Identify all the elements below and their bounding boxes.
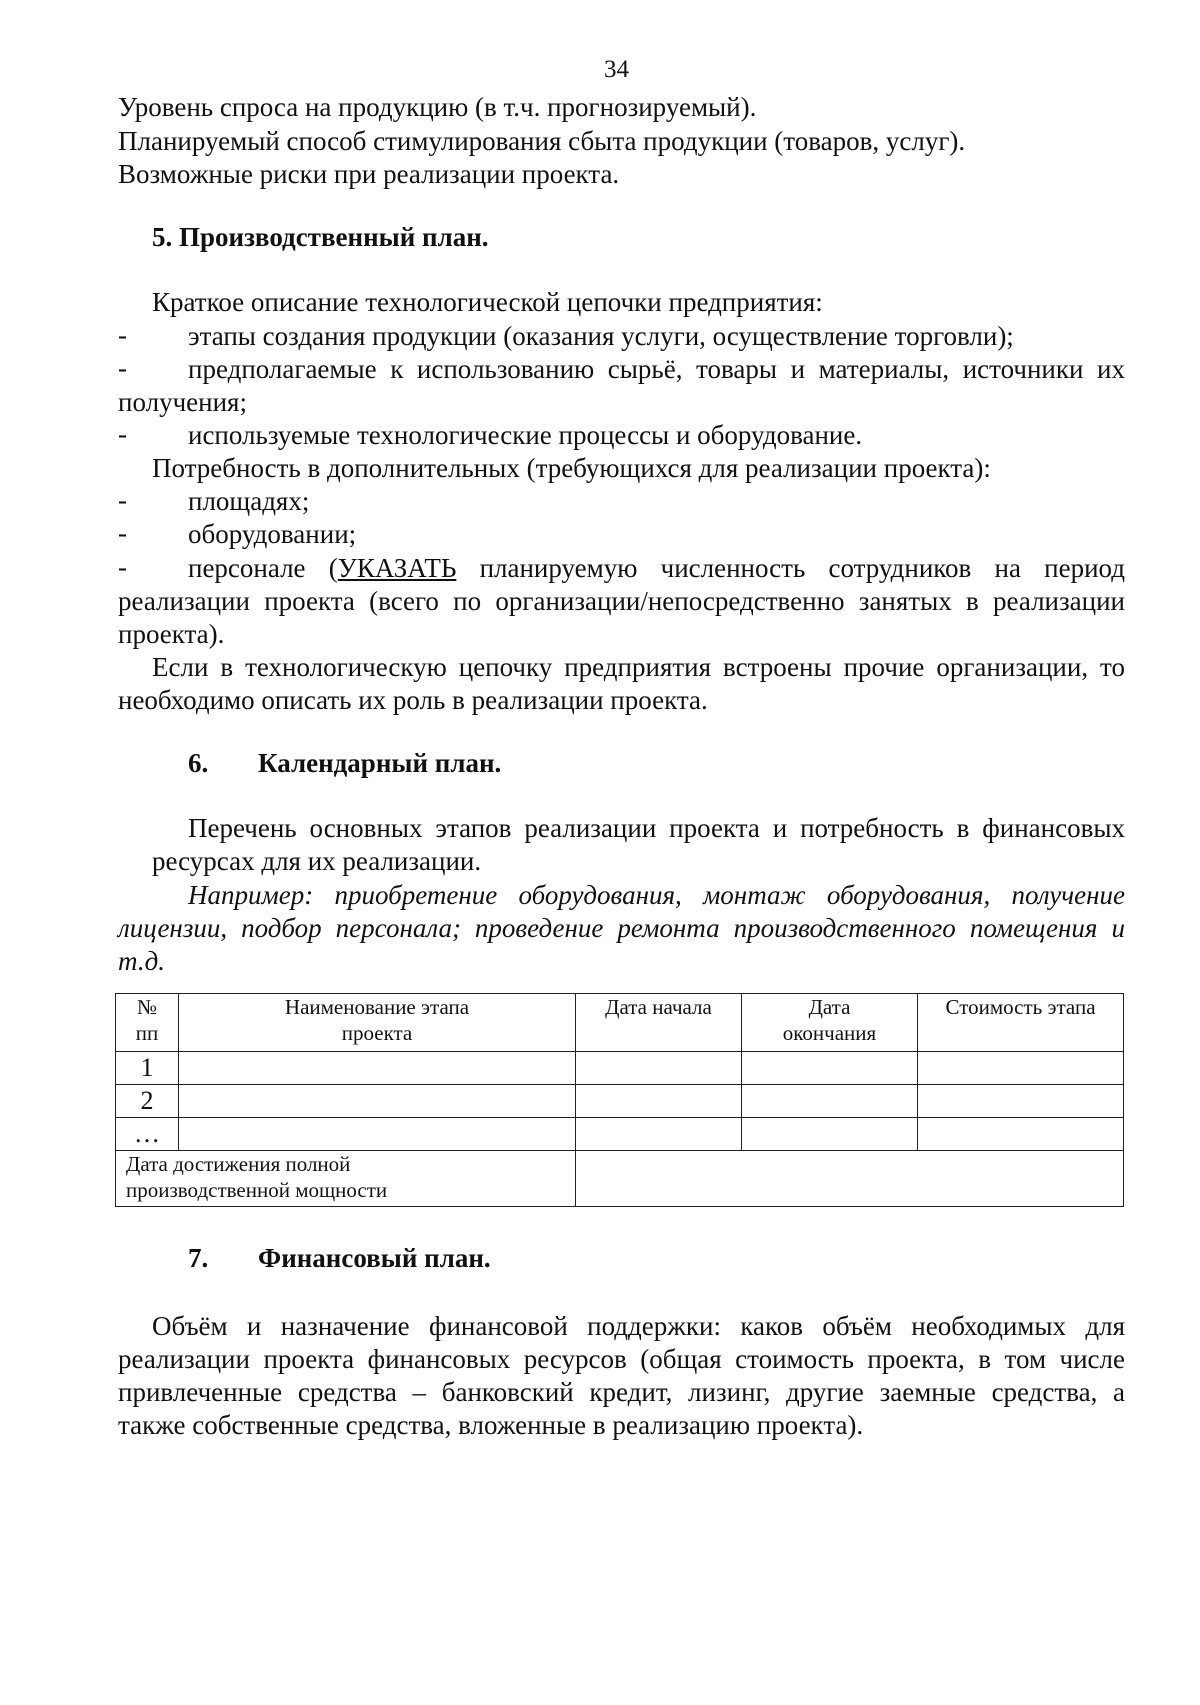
header-number: № пп — [116, 994, 179, 1052]
section-7-title: Финансовый план. — [258, 1243, 491, 1273]
cell-start-date[interactable] — [576, 1118, 742, 1151]
bullet-dash: - — [118, 485, 127, 515]
section-7-line-3: привлеченные средства – банковский кредит, лизинг, другие заемные средства, а — [118, 1377, 1125, 1407]
need-staff-line-1 — [188, 552, 1125, 584]
table-row — [116, 1052, 1124, 1085]
header-end-date: Дата окончания — [742, 994, 918, 1052]
cell-stage-name[interactable] — [179, 1118, 576, 1151]
need-staff-pre: персонале ( — [188, 553, 338, 583]
section-5-note-line-2: необходимо описать их роль в реализации проекта. — [118, 685, 708, 715]
example-line-2: лицензии, подбор персонала; проведение ремонта производственного помещения и — [118, 913, 1125, 943]
bullet-dash: - — [118, 419, 127, 449]
cell-stage-cost[interactable] — [918, 1118, 1124, 1151]
header-stage-cost: Стоимость этапа — [918, 994, 1124, 1052]
need-staff-line-2: реализации проекта (всего по организации/непосредственно занятых в реализации — [118, 586, 1125, 616]
cell-stage-name[interactable] — [179, 1085, 576, 1118]
footer-value[interactable] — [576, 1151, 1124, 1207]
row-number: … — [116, 1118, 179, 1151]
section-5-lead: Краткое описание технологической цепочки предприятия: — [152, 287, 823, 317]
bullet-dash: - — [118, 320, 127, 350]
section-7-number: 7. — [188, 1243, 209, 1273]
section-5-number: 5. — [152, 222, 173, 252]
bullet-dash: - — [118, 552, 127, 582]
row-number: 1 — [116, 1052, 179, 1085]
cell-stage-cost[interactable] — [918, 1052, 1124, 1085]
section-6-lead-line-1: Перечень основных этапов реализации проекта и потребность в финансовых — [188, 813, 1125, 843]
intro-line-3: Возможные риски при реализации проекта. — [118, 159, 620, 189]
table-header-row — [116, 994, 1124, 1052]
table-footer-row — [116, 1151, 1124, 1207]
table-row — [116, 1085, 1124, 1118]
specify-marker: УКАЗАТЬ — [337, 553, 457, 583]
calendar-plan-table — [115, 993, 1124, 1207]
need-staff-post: планируемую численность сотрудников на период — [456, 553, 1125, 583]
example-line-3: т.д. — [118, 946, 165, 976]
section-5-note-line-1: Если в технологическую цепочку предприятия встроены прочие организации, то — [152, 652, 1125, 682]
page-number: 34 — [604, 56, 629, 83]
bullet-materials-line-1: предполагаемые к использованию сырьё, товары и материалы, источники их — [188, 354, 1125, 384]
cell-stage-cost[interactable] — [918, 1085, 1124, 1118]
need-area: площадях; — [188, 486, 310, 516]
section-6-number: 6. — [188, 748, 209, 778]
bullet-materials-line-2: получения; — [118, 387, 247, 417]
needs-lead: Потребность в дополнительных (требующихся для реализации проекта): — [152, 453, 991, 483]
section-5-heading — [152, 222, 489, 253]
cell-end-date[interactable] — [742, 1052, 918, 1085]
section-7-line-2: реализации проекта финансовых ресурсов (общая стоимость проекта, в том числе — [118, 1344, 1125, 1374]
bullet-dash: - — [118, 518, 127, 548]
intro-line-2: Планируемый способ стимулирования сбыта продукции (товаров, услуг). — [118, 126, 966, 156]
cell-start-date[interactable] — [576, 1052, 742, 1085]
bullet-processes: используемые технологические процессы и оборудование. — [188, 420, 863, 450]
footer-label: Дата достижения полной производственной мощности — [116, 1151, 576, 1207]
table-row — [116, 1118, 1124, 1151]
cell-end-date[interactable] — [742, 1118, 918, 1151]
need-equipment: оборудовании; — [188, 519, 357, 549]
example-line-1: Например: приобретение оборудования, монтаж оборудования, получение — [188, 880, 1125, 910]
section-7-line-1: Объём и назначение финансовой поддержки: каков объём необходимых для — [152, 1311, 1125, 1341]
section-5-title: Производственный план. — [179, 222, 489, 252]
section-7-line-4: также собственные средства, вложенные в реализацию проекта). — [118, 1410, 864, 1440]
header-start-date: Дата начала — [576, 994, 742, 1052]
cell-start-date[interactable] — [576, 1085, 742, 1118]
bullet-stages: этапы создания продукции (оказания услуги, осуществление торговли); — [188, 321, 1014, 351]
cell-stage-name[interactable] — [179, 1052, 576, 1085]
intro-line-1: Уровень спроса на продукцию (в т.ч. прогнозируемый). — [118, 92, 757, 122]
row-number: 2 — [116, 1085, 179, 1118]
bullet-dash: - — [118, 353, 127, 383]
section-6-title: Календарный план. — [258, 748, 502, 778]
cell-end-date[interactable] — [742, 1085, 918, 1118]
section-6-lead-line-2: ресурсах для их реализации. — [152, 846, 482, 876]
header-stage-name: Наименование этапа проекта — [179, 994, 576, 1052]
need-staff-line-3: проекта). — [118, 619, 225, 649]
